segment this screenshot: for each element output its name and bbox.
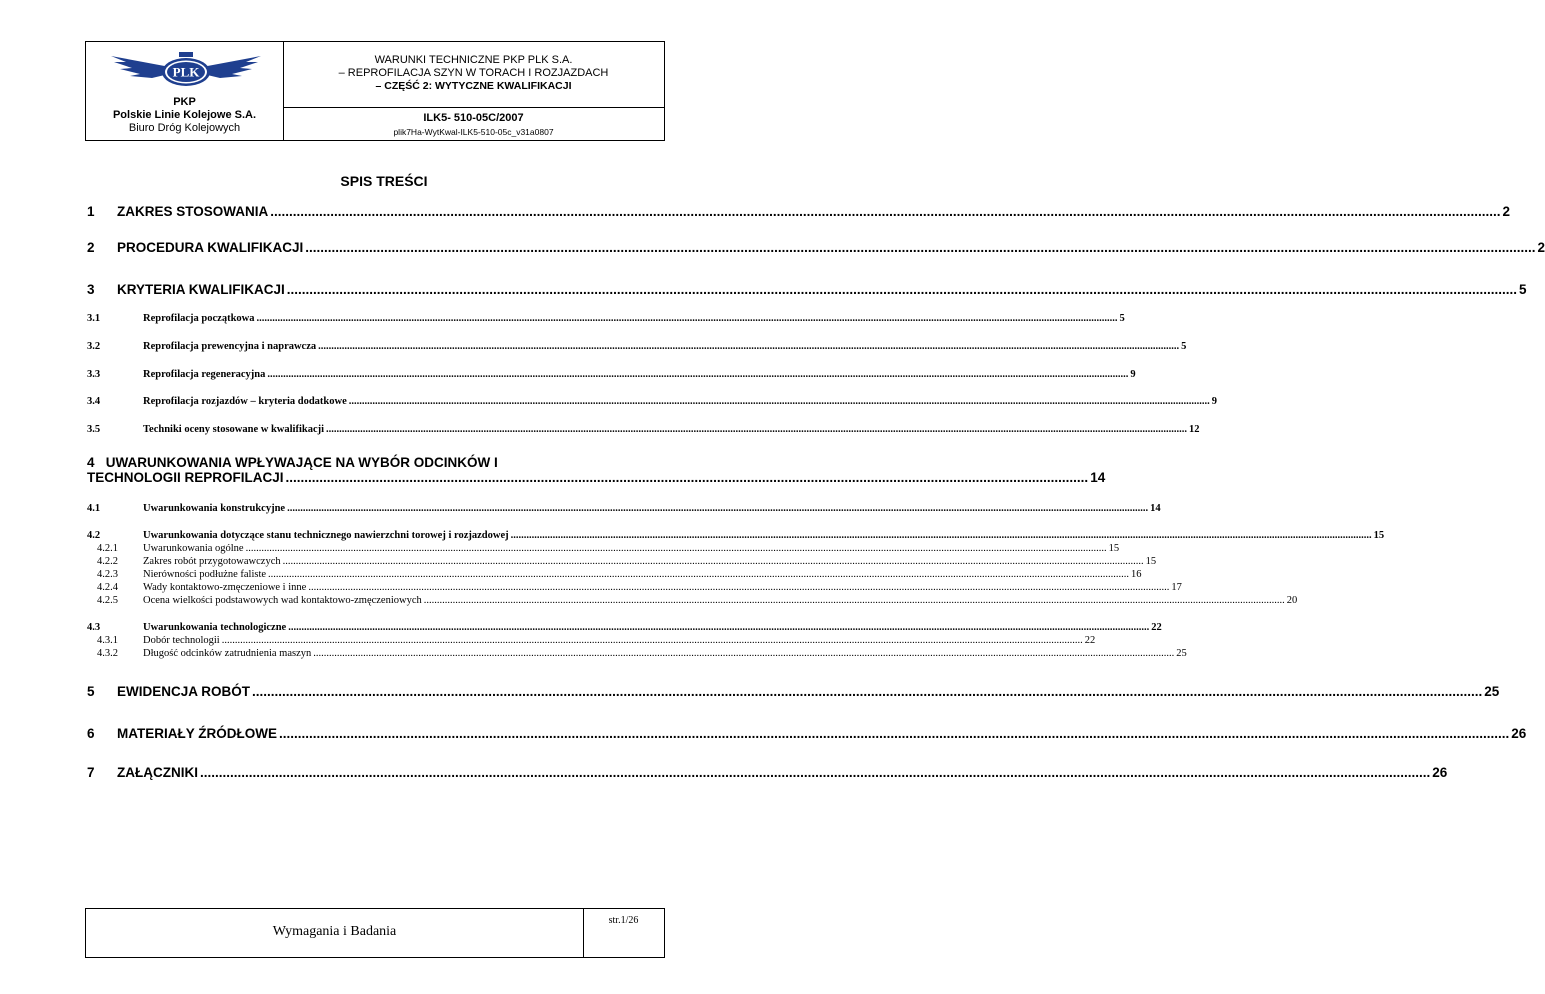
toc-entry[interactable]: 4.2.1 Uwarunkowania ogólne ..... 15 xyxy=(87,543,665,554)
toc-title: SPIS TREŚCI xyxy=(340,173,428,189)
org-abbr: PKP xyxy=(173,96,196,108)
toc-entry[interactable]: 4 UWARUNKOWANIA WPŁYWAJĄCE NA WYBÓR ODCINKÓW I TECHNOLOGII REPROFILACJI ...................................................................................................................................................................................................................... 14 xyxy=(87,455,1106,485)
toc-entry[interactable]: 2 PROCEDURA KWALIFIKACJI ..... 2 xyxy=(87,240,665,255)
plk-logo-icon xyxy=(106,50,266,90)
doc-title-line2: – REPROFILACJA SZYN W TORACH I ROZJAZDACH xyxy=(338,67,609,79)
toc-entry[interactable]: 4.2.3 Nierówności podłużne faliste ..... 16 xyxy=(87,569,665,580)
footer-name: Wymagania i Badania xyxy=(272,924,397,939)
page-number: str.1/26 xyxy=(608,915,639,926)
toc-entry[interactable]: 6 MATERIAŁY ŹRÓDŁOWE ..... 26 xyxy=(87,726,665,741)
toc-entry[interactable]: 3.1 Reprofilacja początkowa ..... 5 xyxy=(87,313,665,324)
org-dept: Biuro Dróg Kolejowych xyxy=(128,122,241,134)
org-name: Polskie Linie Kolejowe S.A. xyxy=(112,109,257,121)
toc-entry[interactable]: 3.3 Reprofilacja regeneracyjna ..... 9 xyxy=(87,369,665,380)
toc-entry[interactable]: 4.3.2 Długość odcinków zatrudnienia maszyn ..... 25 xyxy=(87,648,665,659)
doc-code: ILK5- 510-05C/2007 xyxy=(423,112,524,124)
toc-entry[interactable]: 7 ZAŁĄCZNIKI ..... 26 xyxy=(87,765,665,780)
toc-entry[interactable]: 3.5 Techniki oceny stosowane w kwalifikacji ..... 12 xyxy=(87,424,665,435)
toc-entry[interactable]: 4.2.5 Ocena wielkości podstawowych wad kontaktowo-zmęczeniowych ..... 20 xyxy=(87,595,665,606)
toc-entry[interactable]: 5 EWIDENCJA ROBÓT ..... 25 xyxy=(87,684,665,699)
toc-entry[interactable]: 4.1 Uwarunkowania konstrukcyjne ..... 14 xyxy=(87,503,665,514)
file-name: plik7Ha-WytKwal-ILK5-510-05c_v31a0807 xyxy=(393,127,554,137)
document-header xyxy=(85,41,665,141)
header-divider xyxy=(283,107,664,108)
toc-entry[interactable]: 1 ZAKRES STOSOWANIA ..... 2 xyxy=(87,204,665,219)
toc-entry[interactable]: 4.3 Uwarunkowania technologiczne ..... 22 xyxy=(87,622,665,633)
doc-title-line1: WARUNKI TECHNICZNE PKP PLK S.A. xyxy=(374,54,573,66)
toc-entry[interactable]: 4.2.4 Wady kontaktowo-zmęczeniowe i inne ..... 17 xyxy=(87,582,665,593)
toc-entry[interactable]: 3 KRYTERIA KWALIFIKACJI ..... 5 xyxy=(87,282,665,297)
toc-entry[interactable]: 4.2 Uwarunkowania dotyczące stanu technicznego nawierzchni torowej i rozjazdowej ..... 15 xyxy=(87,530,665,541)
doc-title-line3: – CZĘŚĆ 2: WYTYCZNE KWALIFIKACJI xyxy=(375,80,572,92)
toc-entry[interactable]: 4.2.2 Zakres robót przygotowawczych ..... 15 xyxy=(87,556,665,567)
toc-entry[interactable]: 4.3.1 Dobór technologii ..... 22 xyxy=(87,635,665,646)
logo-text: PLK xyxy=(172,64,200,80)
toc-entry[interactable]: 3.4 Reprofilacja rozjazdów – kryteria dodatkowe ..... 9 xyxy=(87,396,665,407)
document-footer xyxy=(85,908,665,958)
toc-entry[interactable]: 3.2 Reprofilacja prewencyjna i naprawcza ..... 5 xyxy=(87,341,665,352)
